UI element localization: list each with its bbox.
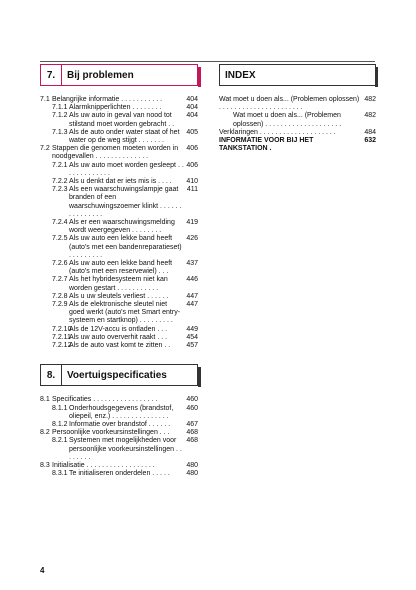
toc-entry[interactable] — [40, 186, 198, 219]
toc-entry-page: 447 — [186, 292, 198, 300]
toc-entry-text: Als u uw sleutels verliest . . . . . . — [69, 292, 169, 300]
index-entry-page: 484 — [364, 128, 376, 136]
section-7-header — [40, 64, 198, 86]
index-entry-page: 632 — [364, 137, 376, 145]
toc-entry-text: Systemen met mogelijkheden voor persoonlijke voorkeursinstellingen . . . . . . . . — [69, 437, 182, 461]
toc-entry-number: 7.2.6 — [52, 260, 68, 268]
section-title: Bij problemen — [62, 65, 198, 85]
toc-entry-text: Specificaties . . . . . . . . . . . . . . . . . — [52, 396, 158, 404]
toc-entry-text: Als de auto onder water staat of het water op de weg stijgt . . . . . . . — [69, 128, 180, 145]
toc-entry-number: 7.2.2 — [52, 178, 68, 186]
toc-entry-page: 468 — [186, 437, 198, 445]
toc-entry-number: 8.1.2 — [52, 420, 68, 428]
toc-entry-text: Onderhoudsgegevens (brandstof, oliepeil, enz.) . . . . . . . . . . . . . . . — [69, 404, 174, 420]
toc-entry[interactable] — [40, 421, 198, 429]
toc-entry-text: Te initialiseren onderdelen . . . . . — [69, 470, 170, 478]
toc-entry[interactable] — [40, 162, 198, 178]
toc-entry-text: Als de auto vast komt te zitten . . — [69, 342, 171, 350]
toc-entry-page: 446 — [186, 276, 198, 284]
index-entry[interactable] — [219, 129, 376, 137]
toc-entry[interactable] — [40, 145, 198, 161]
section-8-toc — [40, 396, 198, 478]
toc-entry[interactable] — [40, 462, 198, 470]
section-7-toc — [40, 96, 198, 350]
toc-entry[interactable] — [40, 301, 198, 326]
toc-entry-number: 7.1 — [40, 96, 50, 103]
toc-entry-page: 404 — [186, 96, 198, 103]
toc-entry-number: 7.2.10 — [52, 325, 72, 333]
toc-entry-number: 7.2.9 — [52, 301, 68, 309]
toc-entry-page: 467 — [186, 420, 198, 428]
toc-entry-text: Als uw auto in geval van nood tot stilstand moet worden gebracht . . — [69, 112, 175, 128]
index-entry-text: INFORMATIE VOOR BIJ HET TANKSTATION . — [219, 137, 314, 153]
toc-entry-page: 406 — [186, 161, 198, 169]
toc-entry-number: 7.2.3 — [52, 186, 68, 194]
toc-entry[interactable] — [40, 276, 198, 292]
toc-entry-text: Als het hybridesysteem niet kan worden gestart . . . . . . . . . . . — [69, 276, 168, 292]
toc-entry-text: Als uw auto een lekke band heeft (auto's met een reservewiel) . . . — [69, 260, 173, 276]
toc-entry-text: Als u denkt dat er iets mis is . . . . — [69, 178, 172, 186]
index-toc — [219, 96, 376, 153]
section-8-header — [40, 364, 198, 386]
toc-entry-page: 410 — [186, 178, 198, 186]
toc-entry-page: 480 — [186, 470, 198, 478]
toc-entry-number: 7.2.5 — [52, 235, 68, 243]
toc-entry-number: 7.2.12 — [52, 342, 72, 350]
index-entry-text: Wat moet u doen als... (Problemen oplossen) . . . . . . . . . . . . . . . . . . . . . . — [219, 96, 360, 112]
toc-entry-text: Als de 12V-accu is ontladen . . . — [69, 325, 168, 333]
toc-entry[interactable] — [40, 342, 198, 350]
toc-entry[interactable] — [40, 334, 198, 342]
index-entry[interactable] — [219, 96, 376, 112]
toc-entry[interactable] — [40, 326, 198, 334]
toc-entry-text: Informatie over brandstof . . . . . . — [69, 420, 171, 428]
toc-entry-text: Initialisatie . . . . . . . . . . . . . . . . . . — [52, 461, 155, 469]
page-number: 4 — [40, 566, 45, 575]
toc-entry-page: 426 — [186, 235, 198, 243]
toc-entry-number: 8.2 — [40, 429, 50, 437]
index-entry-text: Verklaringen . . . . . . . . . . . . . . . . . . . . — [219, 128, 336, 136]
contents-column — [40, 64, 198, 478]
toc-entry-page: 405 — [186, 128, 198, 136]
toc-entry-page: 437 — [186, 260, 198, 268]
toc-entry-number: 8.1.1 — [52, 404, 68, 412]
toc-entry-page: 447 — [186, 301, 198, 309]
toc-entry[interactable] — [40, 429, 198, 437]
toc-entry-page: 411 — [186, 186, 198, 194]
toc-entry[interactable] — [40, 129, 198, 145]
index-entry-page: 482 — [364, 96, 376, 103]
toc-entry-number: 8.3.1 — [52, 470, 68, 478]
toc-entry-text: Belangrijke informatie . . . . . . . . . . . — [52, 96, 163, 103]
toc-entry[interactable] — [40, 178, 198, 186]
toc-entry-page: 449 — [186, 325, 198, 333]
toc-entry-page: 406 — [186, 145, 198, 153]
toc-entry-page: 419 — [186, 219, 198, 227]
toc-entry[interactable] — [40, 104, 198, 112]
toc-entry-page: 480 — [186, 461, 198, 469]
index-entry-page: 482 — [364, 112, 376, 120]
toc-entry[interactable] — [40, 293, 198, 301]
toc-entry-text: Persoonlijke voorkeursinstellingen . . . — [52, 429, 170, 437]
section-title: Voertuigspecificaties — [62, 365, 198, 385]
toc-entry-text: Als de elektronische sleutel niet goed werkt (auto's met Smart entry-systeem en startknop) . . . . . . . . . — [69, 301, 181, 325]
top-rule — [40, 61, 375, 62]
toc-entry-number: 8.1 — [40, 396, 50, 404]
toc-entry-number: 7.1.2 — [52, 112, 68, 120]
toc-entry-text: Alarmknipperlichten . . . . . . . . — [69, 104, 162, 112]
toc-entry-number: 7.2.8 — [52, 292, 68, 300]
toc-entry-number: 7.2.4 — [52, 219, 68, 227]
toc-entry[interactable] — [40, 96, 198, 104]
toc-entry-page: 454 — [186, 333, 198, 341]
toc-entry-number: 7.1.3 — [52, 128, 68, 136]
toc-entry[interactable] — [40, 219, 198, 235]
toc-entry-number: 7.2.11 — [52, 333, 71, 341]
toc-entry-page: 468 — [186, 429, 198, 437]
toc-entry[interactable] — [40, 260, 198, 276]
toc-entry-text: Als een waarschuwingslampje gaat branden of een waarschuwingszoemer klinkt . . . . . . . . . . . . . . . — [69, 186, 182, 218]
toc-entry-text: Als uw auto een lekke band heeft (auto's met een bandenreparatieset) . . . . . . . . . — [69, 235, 182, 259]
index-entry-text: Wat moet u doen als... (Problemen oplossen) . . . . . . . . . . . . . . . . . . . . — [233, 112, 342, 128]
toc-entry[interactable] — [40, 396, 198, 404]
toc-entry[interactable] — [40, 437, 198, 462]
toc-entry-number: 7.2.7 — [52, 276, 68, 284]
section-number: 8. — [41, 365, 62, 385]
toc-entry-page: 404 — [186, 112, 198, 120]
toc-entry[interactable] — [40, 470, 198, 478]
toc-entry-page: 404 — [186, 104, 198, 112]
toc-entry-number: 7.2 — [40, 145, 50, 153]
toc-entry-page: 457 — [186, 342, 198, 350]
index-entry[interactable] — [219, 112, 376, 128]
toc-entry-text: Als uw auto oververhit raakt . . . — [69, 333, 168, 341]
toc-entry[interactable] — [40, 405, 198, 421]
index-entry[interactable] — [219, 137, 376, 153]
toc-entry[interactable] — [40, 235, 198, 260]
toc-entry-number: 7.2.1 — [52, 161, 68, 169]
toc-entry-text: Als er een waarschuwingsmelding wordt weergegeven . . . . . . . . — [69, 219, 175, 235]
index-column — [219, 64, 376, 153]
toc-entry-text: Als uw auto moet worden gesleept . . . . . . . . . . . . . — [69, 161, 184, 177]
toc-entry-page: 460 — [186, 404, 198, 412]
toc-entry[interactable] — [40, 112, 198, 128]
toc-entry-page: 460 — [186, 396, 198, 404]
index-title: INDEX — [225, 69, 256, 81]
toc-entry-number: 7.1.1 — [52, 104, 68, 112]
toc-entry-text: Stappen die genomen moeten worden in noodgevallen . . . . . . . . . . . . . . — [52, 145, 179, 161]
toc-entry-number: 8.2.1 — [52, 437, 68, 445]
toc-entry-number: 8.3 — [40, 461, 50, 469]
section-number: 7. — [41, 65, 62, 85]
index-header — [219, 64, 376, 86]
